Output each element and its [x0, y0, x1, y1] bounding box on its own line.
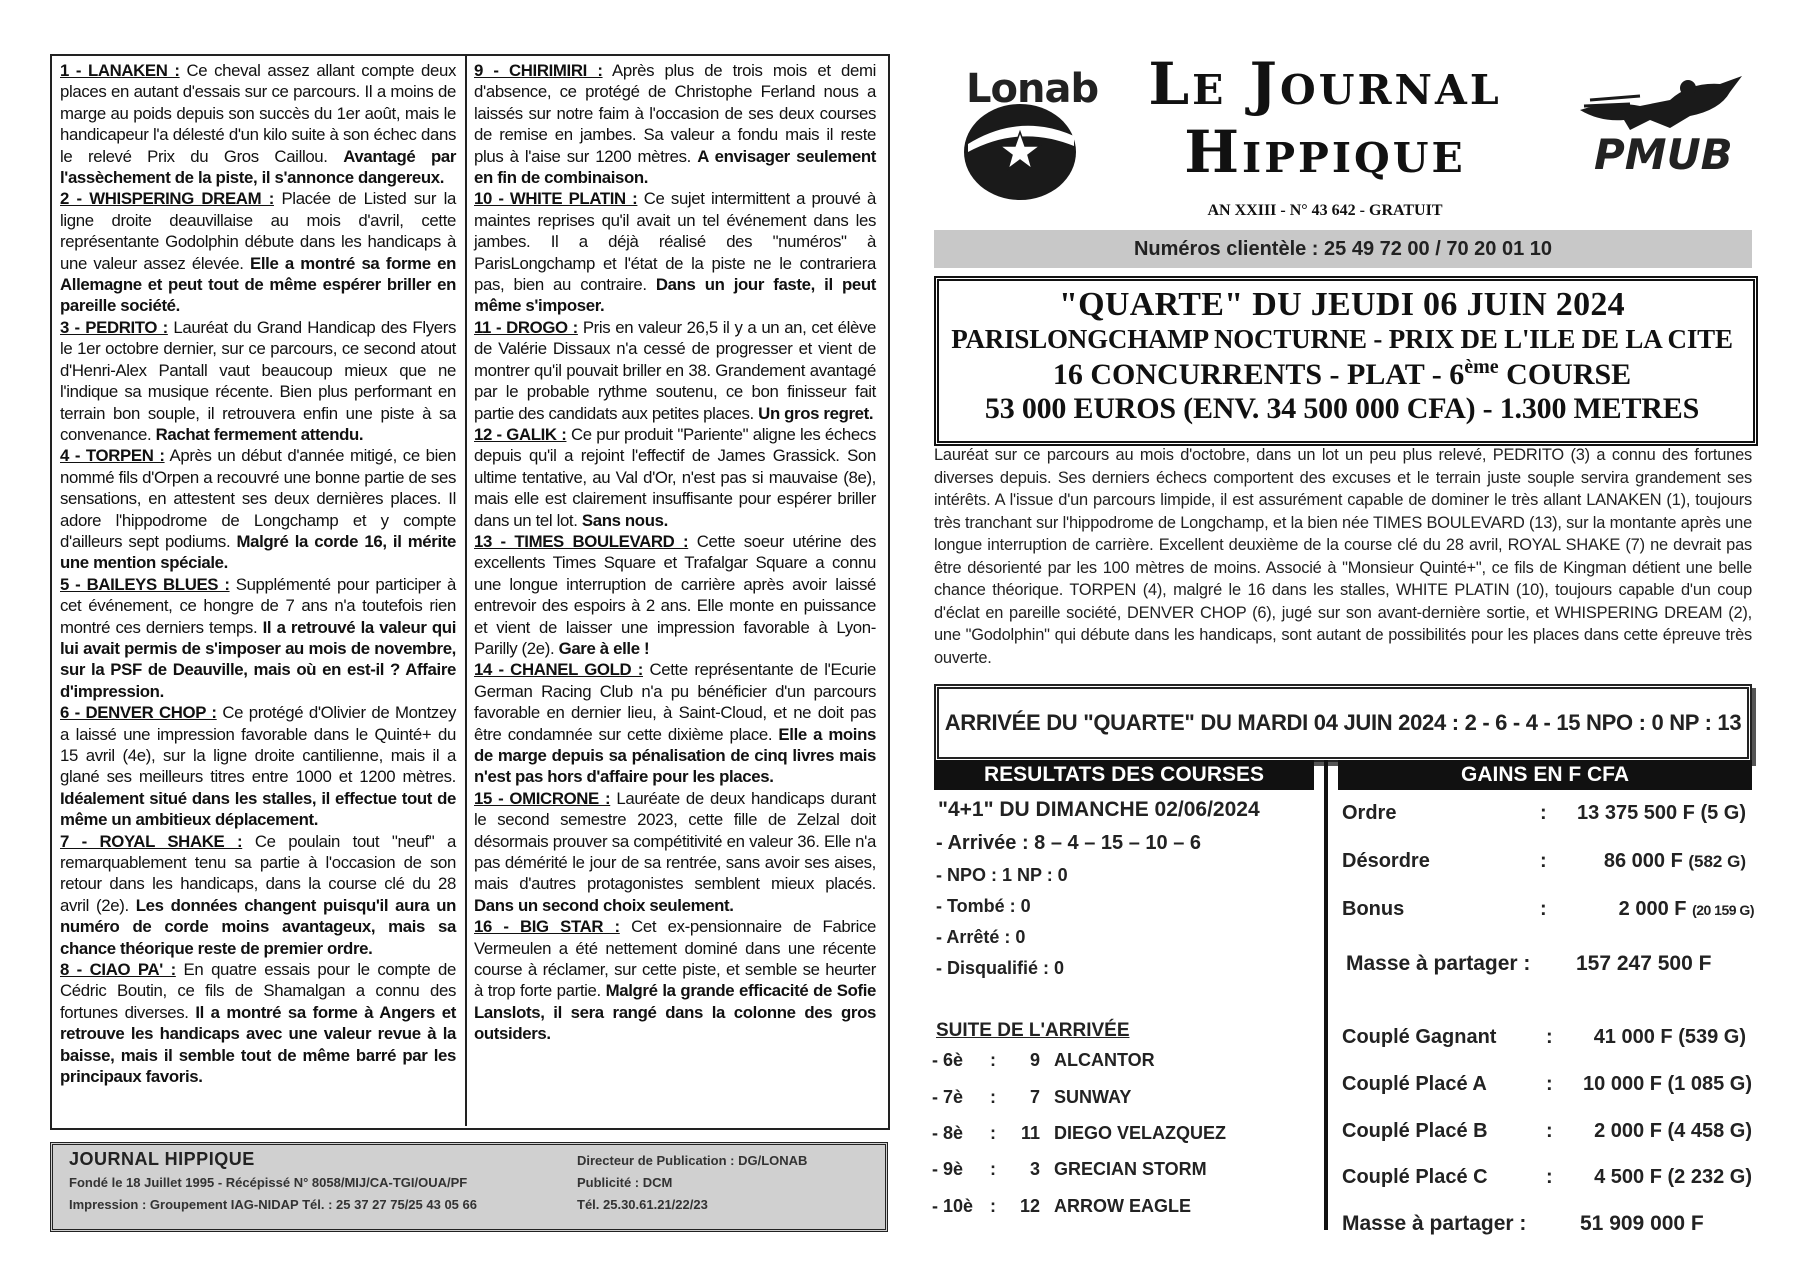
pmub-horse-icon — [1570, 70, 1750, 134]
horse-entry: 7 - ROYAL SHAKE : Ce poulain tout "neuf" a remarquablement tenu sa partie à l'occasion de son retour dans les handicaps, dans la course clé du 28 avril (2e). Les données changent puisqu'il aura un numéro de corde moins avantageux, mais sa chance théorique reste de premier ordre. — [60, 831, 456, 958]
resultats-header: RESULTATS DES COURSES — [934, 760, 1314, 790]
arrivee-quarte: ARRIVÉE DU "QUARTE" DU MARDI 04 JUIN 2024 : 2 - 6 - 4 - 15 NPO : 0 NP : 13 — [934, 684, 1752, 762]
footer-publicity: Publicité : DCM — [577, 1175, 673, 1190]
horse-entry: 6 - DENVER CHOP : Ce protégé d'Olivier de Montzey a laissé une impression favorable dans le Quinté+ du 15 avril (4e), sur la ligne droite cantilienne, mais il a glané ses meilleurs titres entre 1000 et 1200 mètres. Idéalement situé dans les stalles, il effectue tout de même un ambitieux déplacement. — [60, 703, 457, 830]
result-line: - Arrêté : 0 — [936, 927, 1026, 947]
result-line: - NPO : 1 NP : 0 — [936, 865, 1068, 885]
horse-entry: 16 - BIG STAR : Cet ex-pensionnaire de Fabrice Vermeulen a été nettement dominé dans une récente course à réclamer, sur cette piste, et semble se heurter à trop forte partie. Malgré la grande efficacité de Sofie Lanslots, il sera rangé dans la colonne des gros outsiders. — [474, 917, 877, 1044]
horse-entry: 5 - BAILEYS BLUES : Supplémenté pour participer à cet événement, ce hongre de 7 ans n'a toutefois rien montré ces derniers temps. Il a retrouvé la valeur qui lui avait permis de s'imposer au mois de novembre, sur la PSF de Deauville, mais où en est-il ? Affaire d'impression. — [60, 574, 456, 701]
lonab-wordmark: Lonab — [966, 66, 1099, 112]
horse-entry: 14 - CHANEL GOLD : Cette représentante de l'Ecurie German Racing Club n'a pu bénéficier d'un parcours favorable en dernier lieu, à Saint-Cloud, et ne doit pas être condamnée sur cette dixième place. Elle a moins de marge depuis sa pénalisation de cinq livres mais n'est pas hors d'affaire pour les places. — [474, 660, 876, 787]
footer-founded: Fondé le 18 Juillet 1995 - Récépissé N° 8058/MIJ/CA-TGI/OUA/PF — [69, 1175, 468, 1190]
suite-title: SUITE DE L'ARRIVÉE — [936, 1020, 1130, 1041]
edition-line: AN XXIII - N° 43 642 - GRATUIT — [1207, 202, 1443, 219]
horse-entry: 13 - TIMES BOULEVARD : Cette soeur utérine des excellents Times Square et Trafalgar Square a connu une longue interruption de carrière après avoir laissé entrevoir des espoirs à 2 ans. Elle monte en puissance et vient de laisser une impression favorable à Lyon-Parilly (2e). Gare à elle ! — [474, 531, 876, 658]
horse-entry: 3 - PEDRITO : Lauréat du Grand Handicap des Flyers le 1er octobre dernier, sur ce parcours, ce second atout d'Henri-Alex Pantall vaut beaucoup mieux que ne l'indique sa musique récente. Bien plus performant en terrain bon souple, il retrouvera enfin une piste à sa convenance. Rachat fermement attendu. — [60, 317, 456, 444]
quarte-prize: 53 000 EUROS (ENV. 34 500 000 CFA) - 1.300 METRES — [984, 392, 1700, 425]
pronostic-analysis: Lauréat sur ce parcours au mois d'octobre, dans un lot un peu plus relevé, PEDRITO (3) a connu des fortunes diverses depuis. Ses derniers échecs comportent des excuses et le terrain juste souple servira grandement ses intérêts. A l'issue d'un parcours limpide, il est assurément capable de dominer le très allant LANAKEN (1), toujours très tranchant sur l'hippodrome de Longchamp, et la bien née TIMES BOULEVARD (13), sur la montante après une longue interruption de carrière. Excellent deuxième de la course clé du 28 avril, ROYAL SHAKE (7) ne devrait pas être désorienté par les 100 mètres de moins. Associé à "Monsieur Quinté+", ce fils de Kingman détient une belle chance théorique. TORPEN (4), malgré le 16 dans les stalles, WHITE PLATIN (10), toujours capable d'un coup d'éclat en pareille société, DENVER CHOP (6), jugé sur son avant-dernière sortie, et WHISPERING DREAM (2), une "Godolphin" qui débute dans les handicaps, sont autant de possibilités pour les places dans cette épreuve très ouverte. — [934, 446, 1752, 667]
masthead-title: Le Journal Hippique — [1148, 50, 1502, 186]
footer-title: JOURNAL HIPPIQUE — [69, 1149, 255, 1169]
result-line: - Disqualifié : 0 — [936, 958, 1065, 978]
quarte-race-info: 16 CONCURRENTS - PLAT - 6ème COURSE — [1052, 356, 1632, 391]
gains-header: GAINS EN F CFA — [1338, 760, 1752, 790]
horse-entry: 2 - WHISPERING DREAM : Placée de Listed sur la ligne droite deauvillaise au mois d'avril, cette représentante Godolphin débute dans les handicaps à une valeur assez élevée. Elle a montré sa forme en Allemagne et peut tout de même espérer briller en pareille société. — [60, 189, 457, 316]
imprint-footer — [50, 1142, 888, 1232]
horse-entry: 12 - GALIK : Ce pur produit "Pariente" aligne les échecs depuis qu'il a rejoint l'effectif de James Grassick. Son ultime tentative, au Val d'Or, n'est pas si mauvaise (8e), mais elle est clairement insuffisante pour espérer briller dans un tel lot. Sans nous. — [474, 424, 876, 530]
pmub-wordmark: PMUB — [1594, 130, 1733, 179]
results-divider — [1324, 760, 1328, 1230]
footer-phone: Tél. 25.30.61.21/22/23 — [577, 1197, 708, 1212]
horse-entry: 9 - CHIRIMIRI : Après plus de trois mois et demi d'absence, ce protégé de Christophe Ferland nous a laissés sur notre faim à l'occasion de ses deux courses de remise en jambes. Sa valeur a fondu mais il reste plus à l'aise sur 1200 mètres. A envisager seulement en fin de combinaison. — [474, 61, 876, 188]
horse-entry: 15 - OMICRONE : Lauréate de deux handicaps durant le second semestre 2023, cette fille de Zelzal doit désormais prouver sa compétitivité en valeur 36. Elle n'a pas démérité le jour de sa rentrée, sans avoir ses aises, mais d'autres protagonistes semblent mieux placés. Dans un second choix seulement. — [474, 788, 876, 915]
horse-entry: 1 - LANAKEN : Ce cheval assez allant compte deux places en autant d'essais sur ce parcours. Il a moins de marge au poids depuis son succès du 1er août, mais le handicapeur l'a délesté d'un kilo suite à son échec dans le relevé Prix du Gros Caillou. Avantagé par l'assèchement de la piste, il s'annonce dangereux. — [60, 61, 457, 188]
result-line: - Arrivée : 8 – 4 – 15 – 10 – 6 — [936, 832, 1201, 854]
horse-entry: 8 - CIAO PA' : En quatre essais pour le compte de Cédric Boutin, ce fils de Shamalgan a connu des fortunes diverses. Il a montré sa forme à Angers et retrouve les handicaps avec une valeur revue à la baisse, mais il semble tout de même barré par les principaux favoris. — [60, 960, 456, 1087]
column-divider — [465, 56, 467, 1126]
horse-entry: 11 - DROGO : Pris en valeur 26,5 il y a un an, cet élève de Valérie Dissaux n'a cessé de progresser et vient de montrer qu'il pouvait briller en 38. Grandement avantagé par le probable rythme soutenu, ce bon finisseur fait partie des candidats aux petites places. Un gros regret. — [474, 317, 876, 423]
quarte-title: "QUARTE" DU JEUDI 06 JUIN 2024 — [1059, 286, 1625, 323]
horse-entry: 4 - TORPEN : Après un début d'année mitigé, ce bien nommé fils d'Orpen a recouvré une bonne partie de ses sensations, en attestent ses deux dernières places. Il adore l'hippodrome de Longchamp et y compte d'ailleurs sept podiums. Malgré la corde 16, il mérite une mention spéciale. — [60, 446, 457, 573]
result-line: - Tombé : 0 — [936, 896, 1031, 916]
race-title: "4+1" DU DIMANCHE 02/06/2024 — [938, 798, 1260, 821]
horse-entry: 10 - WHITE PLATIN : Ce sujet intermittent a prouvé à maintes reprises qu'il avait un tel événement dans les jambes. Il a déjà réalisé des "numéros" à ParisLongchamp et l'état de la piste ne le contrariera pas, bien au contraire. Dans un jour faste, il peut même s'imposer. — [474, 189, 876, 316]
quarte-venue: PARISLONGCHAMP NOCTURNE - PRIX DE L'ILE DE LA CITE — [951, 324, 1733, 354]
commentary-column-1 — [60, 60, 456, 1088]
commentary-column-2 — [474, 60, 876, 1045]
footer-printing: Impression : Groupement IAG-NIDAP Tél. : 25 37 27 75/25 43 05 66 — [69, 1197, 477, 1212]
clientele-numbers: Numéros clientèle : 25 49 72 00 / 70 20 01 10 — [934, 230, 1752, 268]
footer-director: Directeur de Publication : DG/LONAB — [577, 1153, 808, 1168]
